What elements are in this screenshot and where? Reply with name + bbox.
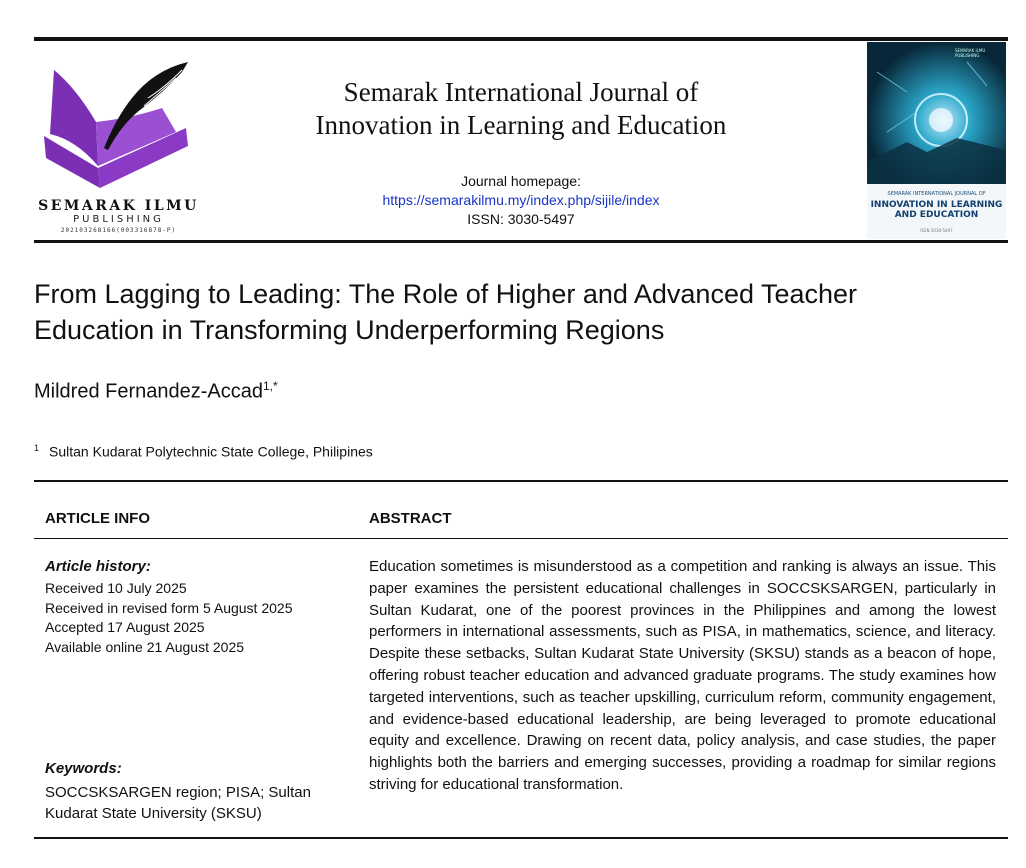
keywords: SOCCSKSARGEN region; PISA; Sultan Kudarat State University (SKSU): [45, 784, 311, 822]
cover-issn: ISSN 3030-5497: [920, 228, 953, 233]
cover-title-line1: INNOVATION IN LEARNING: [870, 200, 1003, 210]
abstract-heading: ABSTRACT: [369, 510, 452, 527]
cover-title: [867, 200, 1006, 220]
journal-title: [220, 76, 822, 142]
history-list: [45, 579, 292, 657]
publisher-registration: 202103268166(003316878-P): [60, 227, 177, 234]
journal-title-line2: Innovation in Learning and Education: [315, 110, 727, 140]
header-bottom-rule: [34, 240, 1008, 243]
affiliation-text: Sultan Kudarat Polytechnic State College, Philipines: [49, 443, 373, 460]
article-info-heading: ARTICLE INFO: [45, 510, 150, 527]
header-top-rule: [34, 37, 1008, 41]
article-title-line1: From Lagging to Leading: The Role of Higher and Advanced Teacher: [34, 279, 858, 309]
issn: ISSN: 3030-5497: [467, 211, 575, 227]
info-bottom-rule: [34, 837, 1008, 839]
homepage-label: Journal homepage:: [461, 173, 581, 189]
author-name: Mildred Fernandez-Accad: [34, 380, 263, 403]
history-received: Received 10 July 2025: [45, 580, 187, 596]
history-online: Available online 21 August 2025: [45, 638, 245, 655]
abstract-text: Education sometimes is misunderstood as a competition and ranking is always an issue. This paper examines the persistent educational challenges in SOCCSKSARGEN, particularly in Sultan Kudarat, one of the poorest provinces in the Philippines and among the lowest performers in international assessments, such as PISA, in mathematics, science, and literacy. Despite these setbacks, Sultan Kudarat State University (SKSU) stands as a beacon of hope, offering robust teacher education and advanced graduate programs. The study examines how targeted interventions, such as teacher upskilling, curriculum reform, community engagement, and evidence-based educational leadership, are being leveraged to promote educational equity and excellence. Drawing on recent data, policy analysis, and case studies, the paper highlights both the barriers and emerging successes, providing a roadmap for similar regions striving for educational transformation.: [369, 558, 996, 793]
affiliation-sup: 1: [34, 443, 40, 453]
history-revised: Received in revised form 5 August 2025: [45, 599, 293, 616]
cover-title-line2: AND EDUCATION: [894, 210, 979, 220]
publisher-name: SEMARAK ILMU: [38, 198, 199, 214]
history-accepted: Accepted 17 August 2025: [45, 619, 205, 635]
author: [34, 379, 278, 404]
homepage-link[interactable]: https://semarakilmu.my/index.php/sijile/index: [382, 192, 660, 208]
author-sup: 1,*: [263, 379, 278, 393]
journal-title-line1: Semarak International Journal of: [343, 77, 699, 107]
article-title-line2: Education in Transforming Underperforming Regions: [34, 315, 665, 345]
keywords-title: Keywords:: [45, 760, 122, 777]
journal-cover: [867, 42, 1006, 239]
info-top-rule: [34, 480, 1008, 482]
cover-brand: SEMARAK ILMU PUBLISHING: [955, 48, 986, 58]
affiliation: [34, 443, 373, 460]
article-title: [34, 276, 994, 348]
info-mid-rule: [34, 538, 1008, 539]
cover-strap: SEMARAK INTERNATIONAL JOURNAL OF: [887, 191, 986, 197]
publisher-subtitle: PUBLISHING: [73, 214, 164, 225]
history-title: Article history:: [45, 558, 151, 575]
cover-art-icon: [867, 42, 1006, 184]
journal-info: [220, 172, 822, 229]
